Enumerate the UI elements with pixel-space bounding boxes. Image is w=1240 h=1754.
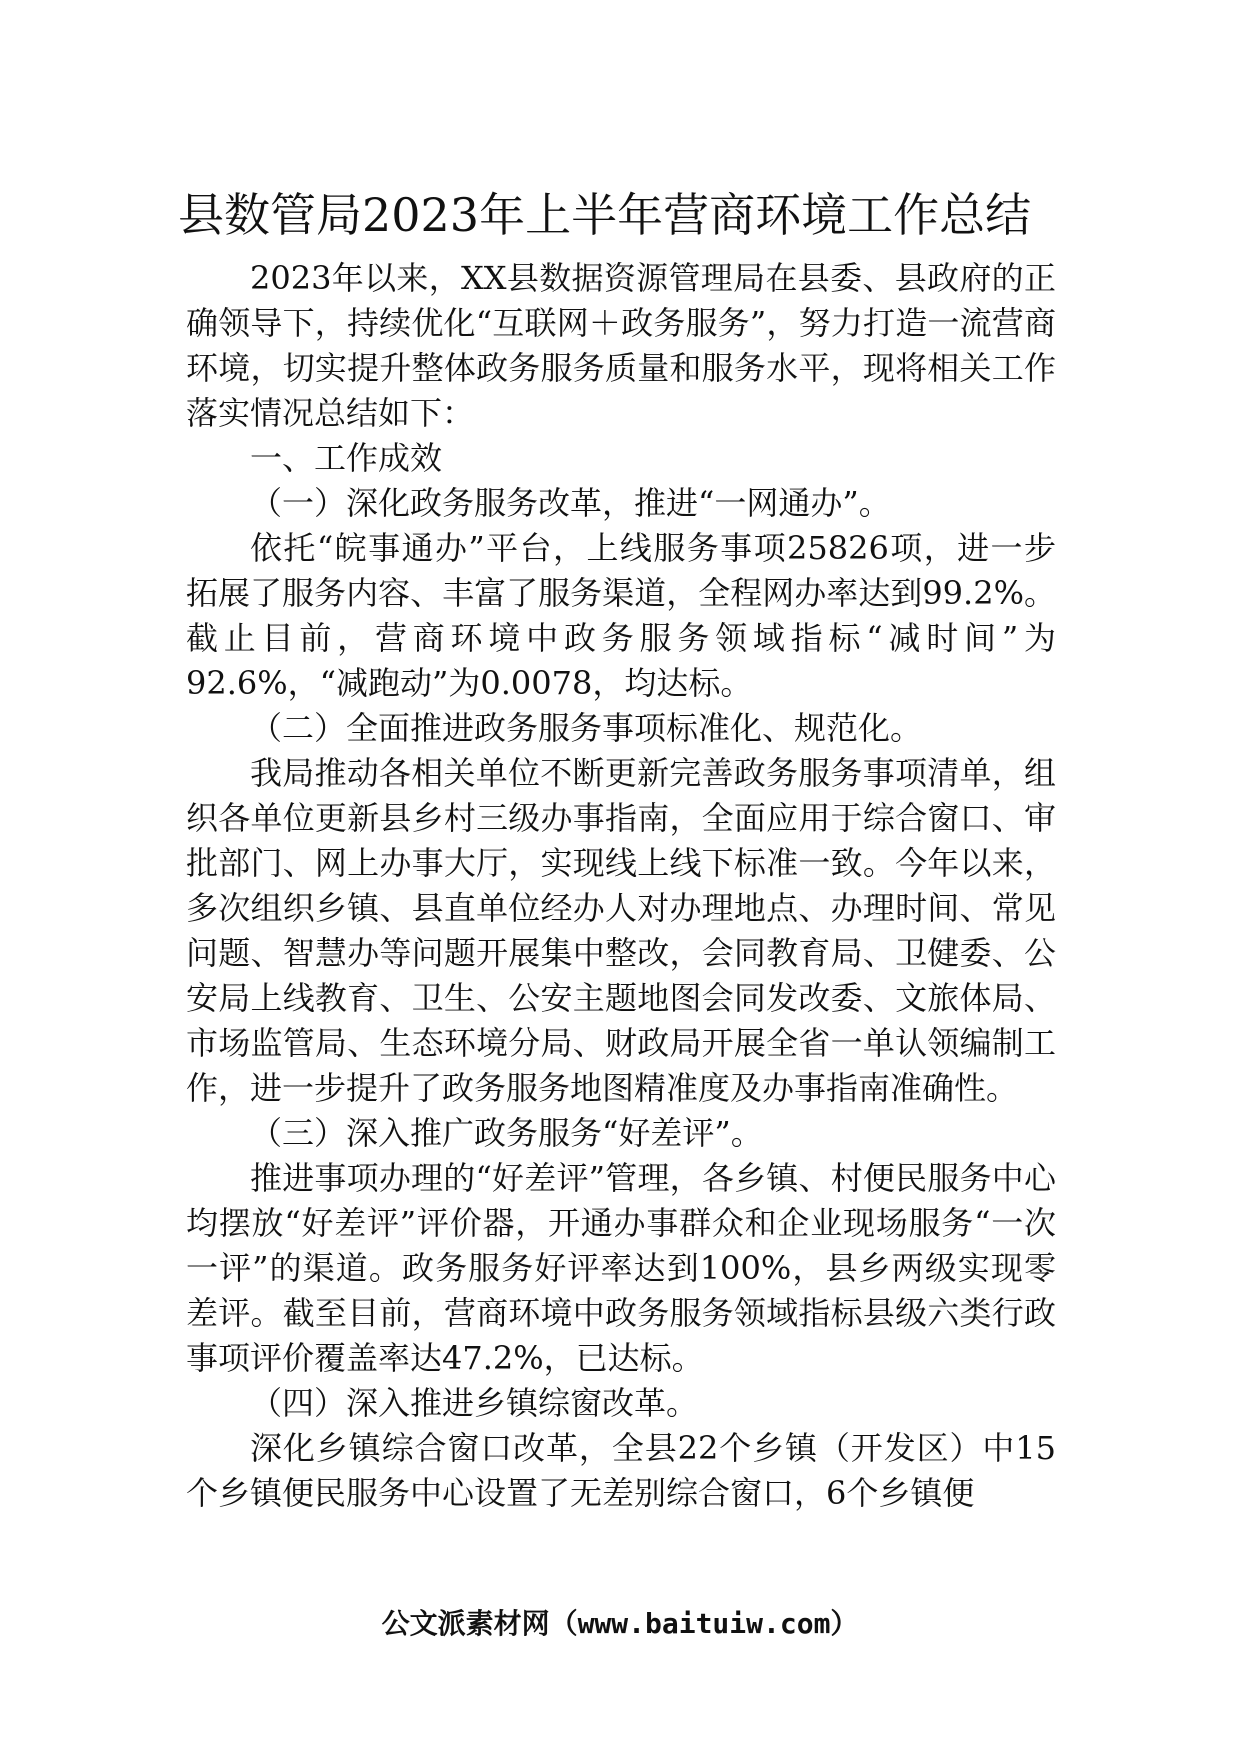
subsection-body-2: 我局推动各相关单位不断更新完善政务服务事项清单，组织各单位更新县乡村三级办事指南，全面应用于综合窗口、审批部门、网上办事大厅，实现线上线下标准一致。今年以来，多次组织乡镇、县直单位经办人对办理地点、办理时间、常见问题、智慧办等问题开展集中整改，会同教育局、卫健委、公安局上线教育、卫生、公安主题地图会同发改委、文旅体局、市场监管局、生态环境分局、财政局开展全省一单认领编制工作，进一步提升了政务服务地图精准度及办事指南准确性。 <box>186 754 1056 1107</box>
subsection-heading-2: （二）全面推进政务服务事项标准化、规范化。 <box>250 709 923 747</box>
document-title: 县数管局2023年上半年营商环境工作总结 <box>178 188 1032 242</box>
subsection-body-4: 深化乡镇综合窗口改革，全县22个乡镇（开发区）中15个乡镇便民服务中心设置了无差别综合窗口，6个乡镇便 <box>186 1429 1056 1512</box>
section-heading-achievements: 一、工作成效 <box>250 439 443 477</box>
subsection-heading-4: （四）深入推进乡镇综窗改革。 <box>250 1384 699 1422</box>
footer-watermark: 公文派素材网（www.baituiw.com） <box>381 1607 859 1640</box>
subsection-body-3: 推进事项办理的“好差评”管理，各乡镇、村便民服务中心均摆放“好差评”评价器，开通办事群众和企业现场服务“一次一评”的渠道。政务服务好评率达到100%，县乡两级实现零差评。截至目前，营商环境中政务服务领域指标县级六类行政事项评价覆盖率达47.2%，已达标。 <box>186 1159 1056 1377</box>
intro-paragraph: 2023年以来，XX县数据资源管理局在县委、县政府的正确领导下，持续优化“互联网＋政务服务”，努力打造一流营商环境，切实提升整体政务服务质量和服务水平，现将相关工作落实情况总结如下： <box>186 259 1056 432</box>
document-page <box>178 184 1056 1516</box>
subsection-heading-1: （一）深化政务服务改革，推进“一网通办”。 <box>250 484 891 522</box>
subsection-body-1: 依托“皖事通办”平台，上线服务事项25826项，进一步拓展了服务内容、丰富了服务渠道，全程网办率达到99.2%。截止目前，营商环境中政务服务领域指标“减时间”为92.6%，“减跑动”为0.0078，均达标。 <box>186 529 1056 702</box>
subsection-heading-3: （三）深入推广政务服务“好差评”。 <box>250 1114 763 1152</box>
